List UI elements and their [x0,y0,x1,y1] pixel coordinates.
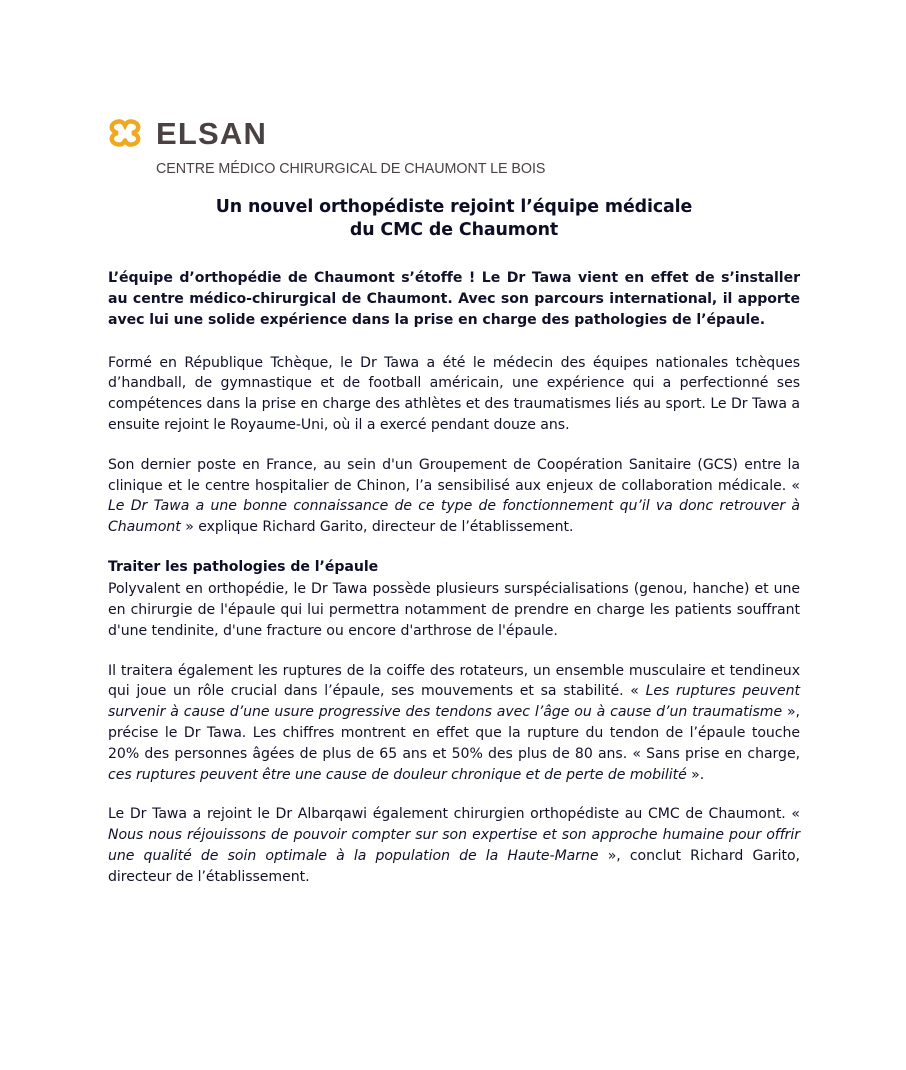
paragraph-previous-post-quote: Le Dr Tawa a une bonne connaissance de ce type de fonctionnement qu’il va donc retrouver à Chaumont [108,498,800,536]
paragraph-closing [108,804,800,887]
section-subheading: Traiter les pathologies de l’épaule [108,558,379,575]
page-title-line-2: du CMC de Chaumont [349,220,559,241]
paragraph-previous-post-text-before: Son dernier poste en France, au sein d'un Groupement de Coopération Sanitaire (GCS) entre la clinique et le centre hospitalier de Chinon, l’a sensibilisé aux enjeux de collaboration médicale. « [108,456,800,494]
paragraph-rotator-cuff-part-3: ». [686,766,705,783]
brand-wordmark: ELSAN [156,115,268,151]
elsan-butterfly-logo-icon [108,116,142,150]
document-body [108,196,800,906]
document-header [108,112,808,177]
paragraph-previous-post-text-after: » explique Richard Garito, directeur de l’établissement. [180,519,574,536]
paragraph-closing-part-2: », conclut Richard Garito, directeur de l’établissement. [108,847,800,885]
paragraph-rotator-cuff-quote-2: ces ruptures peuvent être une cause de douleur chronique et de perte de mobilité [108,766,687,783]
page-title [108,196,800,242]
paragraph-closing-quote: Nous nous réjouissons de pouvoir compter sur son expertise et son approche humaine pour offrir une qualité de soin optimale à la population de la Haute-Marne [108,827,800,864]
paragraph-rotator-cuff [108,661,800,786]
paragraph-rotator-cuff-part-1: Il traitera également les ruptures de la coiffe des rotateurs, un ensemble musculaire et tendineux qui joue un rôle crucial dans l’épaule, ses mouvements et sa stabilité. « [108,662,800,700]
paragraph-rotator-cuff-quote-1: Les ruptures peuvent survenir à cause d’une usure progressive des tendons avec l’âge ou à cause d’un traumatisme [108,683,800,721]
brand-lockup [108,112,808,154]
paragraph-closing-part-1: Le Dr Tawa a rejoint le Dr Albarqawi également chirurgien orthopédiste au CMC de Chaumont. « [108,806,800,823]
page-title-line-1: Un nouvel orthopédiste rejoint l’équipe médicale [215,197,693,217]
paragraph-rotator-cuff-part-2: », précise le Dr Tawa. Les chiffres montrent en effet que la rupture du tendon de l’épaule touche 20% des personnes âgées de plus de 65 ans et 50% des plus de 80 ans. « Sans prise en charge, [108,704,800,762]
paragraph-previous-post [108,455,800,538]
paragraph-specialisations: Polyvalent en orthopédie, le Dr Tawa possède plusieurs surspécialisations (genou, hanche) et une en chirurgie de l'épaule qui lui permettra notamment de prendre en charge les patients souffrant d'une tendinite, d'une fracture ou encore d'arthrose de l'épaule. [108,581,800,639]
lead-paragraph: L’équipe d’orthopédie de Chaumont s’étoffe ! Le Dr Tawa vient en effet de s’installer au centre médico-chirurgical de Chaumont. Avec son parcours international, il apporte avec lui une solide expérience dans la prise en charge des pathologies de l’épaule. [108,270,800,328]
paragraph-training-background: Formé en République Tchèque, le Dr Tawa a été le médecin des équipes nationales tchèques d’handball, de gymnastique et de football américain, une expérience qui a perfectionné ses compétences dans la prise en charge des athlètes et des traumatismes liés au sport. Le Dr Tawa a ensuite rejoint le Royaume-Uni, où il a exercé pendant douze ans. [108,354,800,433]
brand-subtitle: CENTRE MÉDICO CHIRURGICAL DE CHAUMONT LE BOIS [156,161,546,177]
